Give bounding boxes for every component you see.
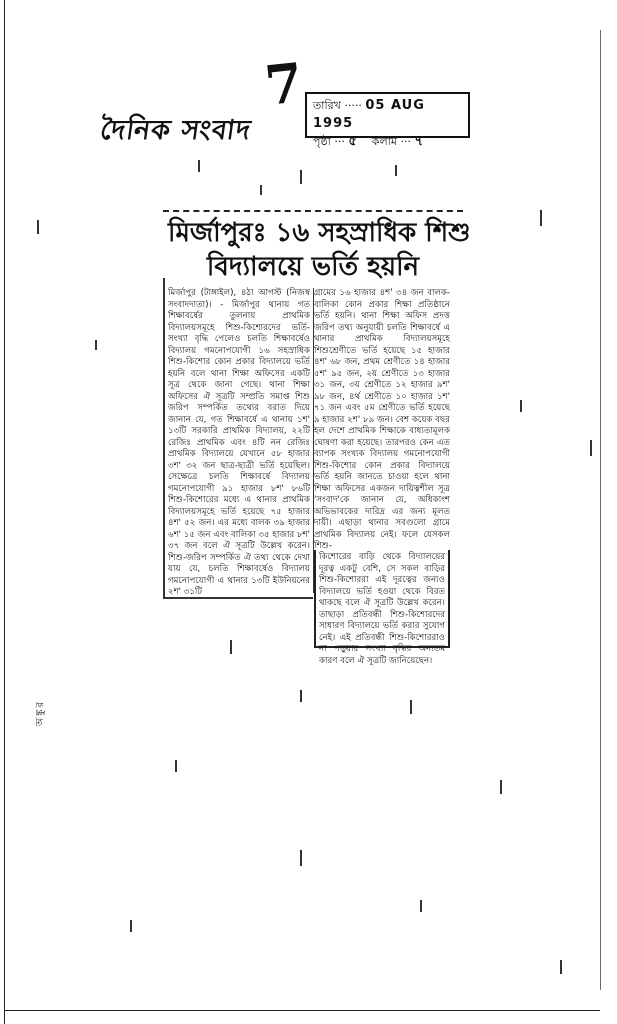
page-border-right	[600, 30, 601, 990]
scan-speck	[520, 400, 522, 412]
stamp-page-row: পৃষ্ঠা ··· ৫ কলাম ··· ৭	[313, 134, 424, 149]
scan-speck	[260, 185, 262, 195]
scan-speck	[410, 700, 412, 714]
scan-speck	[500, 780, 502, 794]
headline-line-2: বিদ্যালয়ে ভর্তি হয়নি	[206, 252, 420, 282]
scan-speck	[230, 640, 232, 654]
scan-speck	[540, 210, 542, 226]
stamp-page-label: পৃষ্ঠা	[313, 135, 331, 148]
stamp-date-value: 05 AUG 1995	[313, 98, 425, 131]
newspaper-name: দৈনিক সংবাদ	[98, 115, 254, 146]
stamp-column-value: ৭	[414, 134, 424, 149]
scan-speck	[300, 690, 302, 702]
scan-speck	[130, 920, 132, 932]
side-margin-text: অঙ্কুর	[35, 700, 46, 727]
scan-speck	[175, 760, 177, 772]
page-border-bottom	[4, 1010, 600, 1011]
article-column-2: গ্রামের ১৬ হাজার ৪শ' ৩৪ জন বালক-বালিকা কোন প্রকার শিক্ষা প্রতিষ্ঠানে ভর্তি হয়নি। থানা শিক্ষা অফিস প্রদত্ত জরিপ তথ্য অনুযায়ী চলতি শিক্ষাবর্ষে এ থানার প্রাথমিক বিদ্যালয়সমূহে শিশুশ্রেণীতে ভর্তি হয়েছে ১৫ হাজার ৪শ' ৬৮ জন, প্রথম শ্রেণীতে ১৪ হাজার ৫শ' ৯৫ জন, ২য় শ্রেণীতে ১৩ হাজার ৩১ জন, ৩য় শ্রেণীতে ১২ হাজার ৯শ' ৯৮ জন, ৪র্থ শ্রেণীতে ১০ হাজার ১শ' ৭১ জন এবং ৫ম শ্রেণীতে ভর্তি হয়েছে ৯ হাজার ২শ' ৮৯ জন। বেশ কয়েক বছর হল দেশে প্রাথমিক শিক্ষাকে বাধ্যতামূলক ঘোষণা করা হয়েছে। তারপরও কেন এত ব্যাপক সংখ্যক বিদ্যালয় গমনোপযোগী শিশু-কিশোর কোন প্রকার বিদ্যালয়ে ভর্তি হয়নি জানতে চাওয়া হলে থানা শিক্ষা অফিসের একজন দায়িত্বশীল সূত্র 'সংবাদ'কে জানান যে, অধিকাংশ অভিভাবকের দারিদ্র এর জন্য মূলত দায়ী। এছাড়া থানার সবগুলো গ্রামে প্রাথমিক বিদ্যালয় নেই। ফলে যেসকল শিশু-	[314, 288, 450, 551]
scan-speck	[300, 850, 302, 866]
stamp-date-row: তারিখ ····· 05 AUG 1995	[313, 98, 425, 131]
stamp-date-label: তারিখ	[313, 99, 341, 112]
clipping-left-edge	[163, 278, 165, 598]
headline-line-1: মির্জাপুরঃ ১৬ সহস্রাধিক শিশু	[168, 218, 471, 248]
scan-speck	[590, 440, 592, 456]
scan-speck	[300, 170, 302, 184]
scan-speck	[560, 960, 562, 974]
article-column-1: মির্জাপুর (টাঙ্গাইল), ৪ঠা আগস্ট (নিজস্ব সংবাদদাতা)। - মির্জাপুর থানায় গত শিক্ষাবর্ষের তুলনায় প্রাথমিক বিদ্যালয়সমূহে শিশু-কিশোরদের ভর্তি-সংখ্যা বৃদ্ধি পেলেও চলতি শিক্ষাবর্ষেও বিদ্যালয় গমনোপযোগী ১৬ সহস্রাধিক শিশু-কিশোর কোন প্রকার বিদ্যালয়ে ভর্তি হয়নি বলে থানা শিক্ষা অফিসের একটি সূত্র থেকে জানা গেছে। থানা শিক্ষা অফিসের ঐ সূত্রটি সম্প্রতি সমাপ্ত শিশু জরিপ সম্পর্কিত তথ্যের বরাত দিয়ে জানান যে, গত শিক্ষাবর্ষে এ থানায় ১শ' ১৩টি সরকারি প্রাথমিক বিদ্যালয়, ২২টি রেজিঃ প্রাথমিক এবং ৪টি নন রেজিঃ প্রাথমিক বিদ্যালয়ে যেখানে ৫৮ হাজার ৩শ' ৩২ জন ছাত্র-ছাত্রী ভর্তি হয়েছিল। সেক্ষেত্রে চলতি শিক্ষাবর্ষে বিদ্যালয় গমনোপযোগী ৯১ হাজার ৮শ' ৮৬টি শিশু-কিশোরের মধ্যে এ থানার প্রাথমিক বিদ্যালয়সমূহে ভর্তি হয়েছে ৭৫ হাজার ৪শ' ৫২ জন। এর মধ্যে বালক ৩৯ হাজার ৬শ' ১৫ জন এবং বালিকা ৩৫ হাজার ৮শ' ৩৭ জন বলে ঐ সূত্রটি উল্লেখ করেন। শিশু-জরিপ সম্পর্কিত ঐ তথ্য থেকে দেখা যায় যে, চলতি শিক্ষাবর্ষেও বিদ্যালয় গমনোপযোগী এ থানার ১৩টি ইউনিয়নের ২শ' ৩১টি	[168, 288, 314, 593]
stamp-page-value: ৫	[348, 134, 358, 149]
scan-speck	[420, 900, 422, 912]
scan-speck	[395, 165, 397, 176]
page-border-left	[4, 0, 5, 1024]
scan-speck	[95, 340, 97, 350]
scan-speck	[198, 160, 200, 172]
scan-speck	[37, 220, 39, 234]
handwritten-number: 7	[261, 50, 306, 118]
article-column-3: কিশোরের বাড়ি থেকে বিদ্যালয়ের দূরত্ব একটু বেশি, সে সকল বাড়ির শিশু-কিশোররা এই দূরত্বের জন্যও বিদ্যালয়ে ভর্তি হওয়া থেকে বিরত থাকছে বলে ঐ সূত্রটি উল্লেখ করেন। তাছাড়া প্রতিবন্ধী শিশু-কিশোরদের সাধারণ বিদ্যালয়ে ভর্তি করার সুযোগ নেই। এই প্রতিবন্ধী শিশু-কিশোররাও না পড়ুয়ার সংখ্যা বৃদ্ধির অন্যতম কারণ বলে ঐ সূত্রটি জানিয়েছেন।	[314, 550, 450, 648]
date-stamp	[305, 92, 470, 149]
stamp-column-label: কলাম	[371, 135, 397, 148]
